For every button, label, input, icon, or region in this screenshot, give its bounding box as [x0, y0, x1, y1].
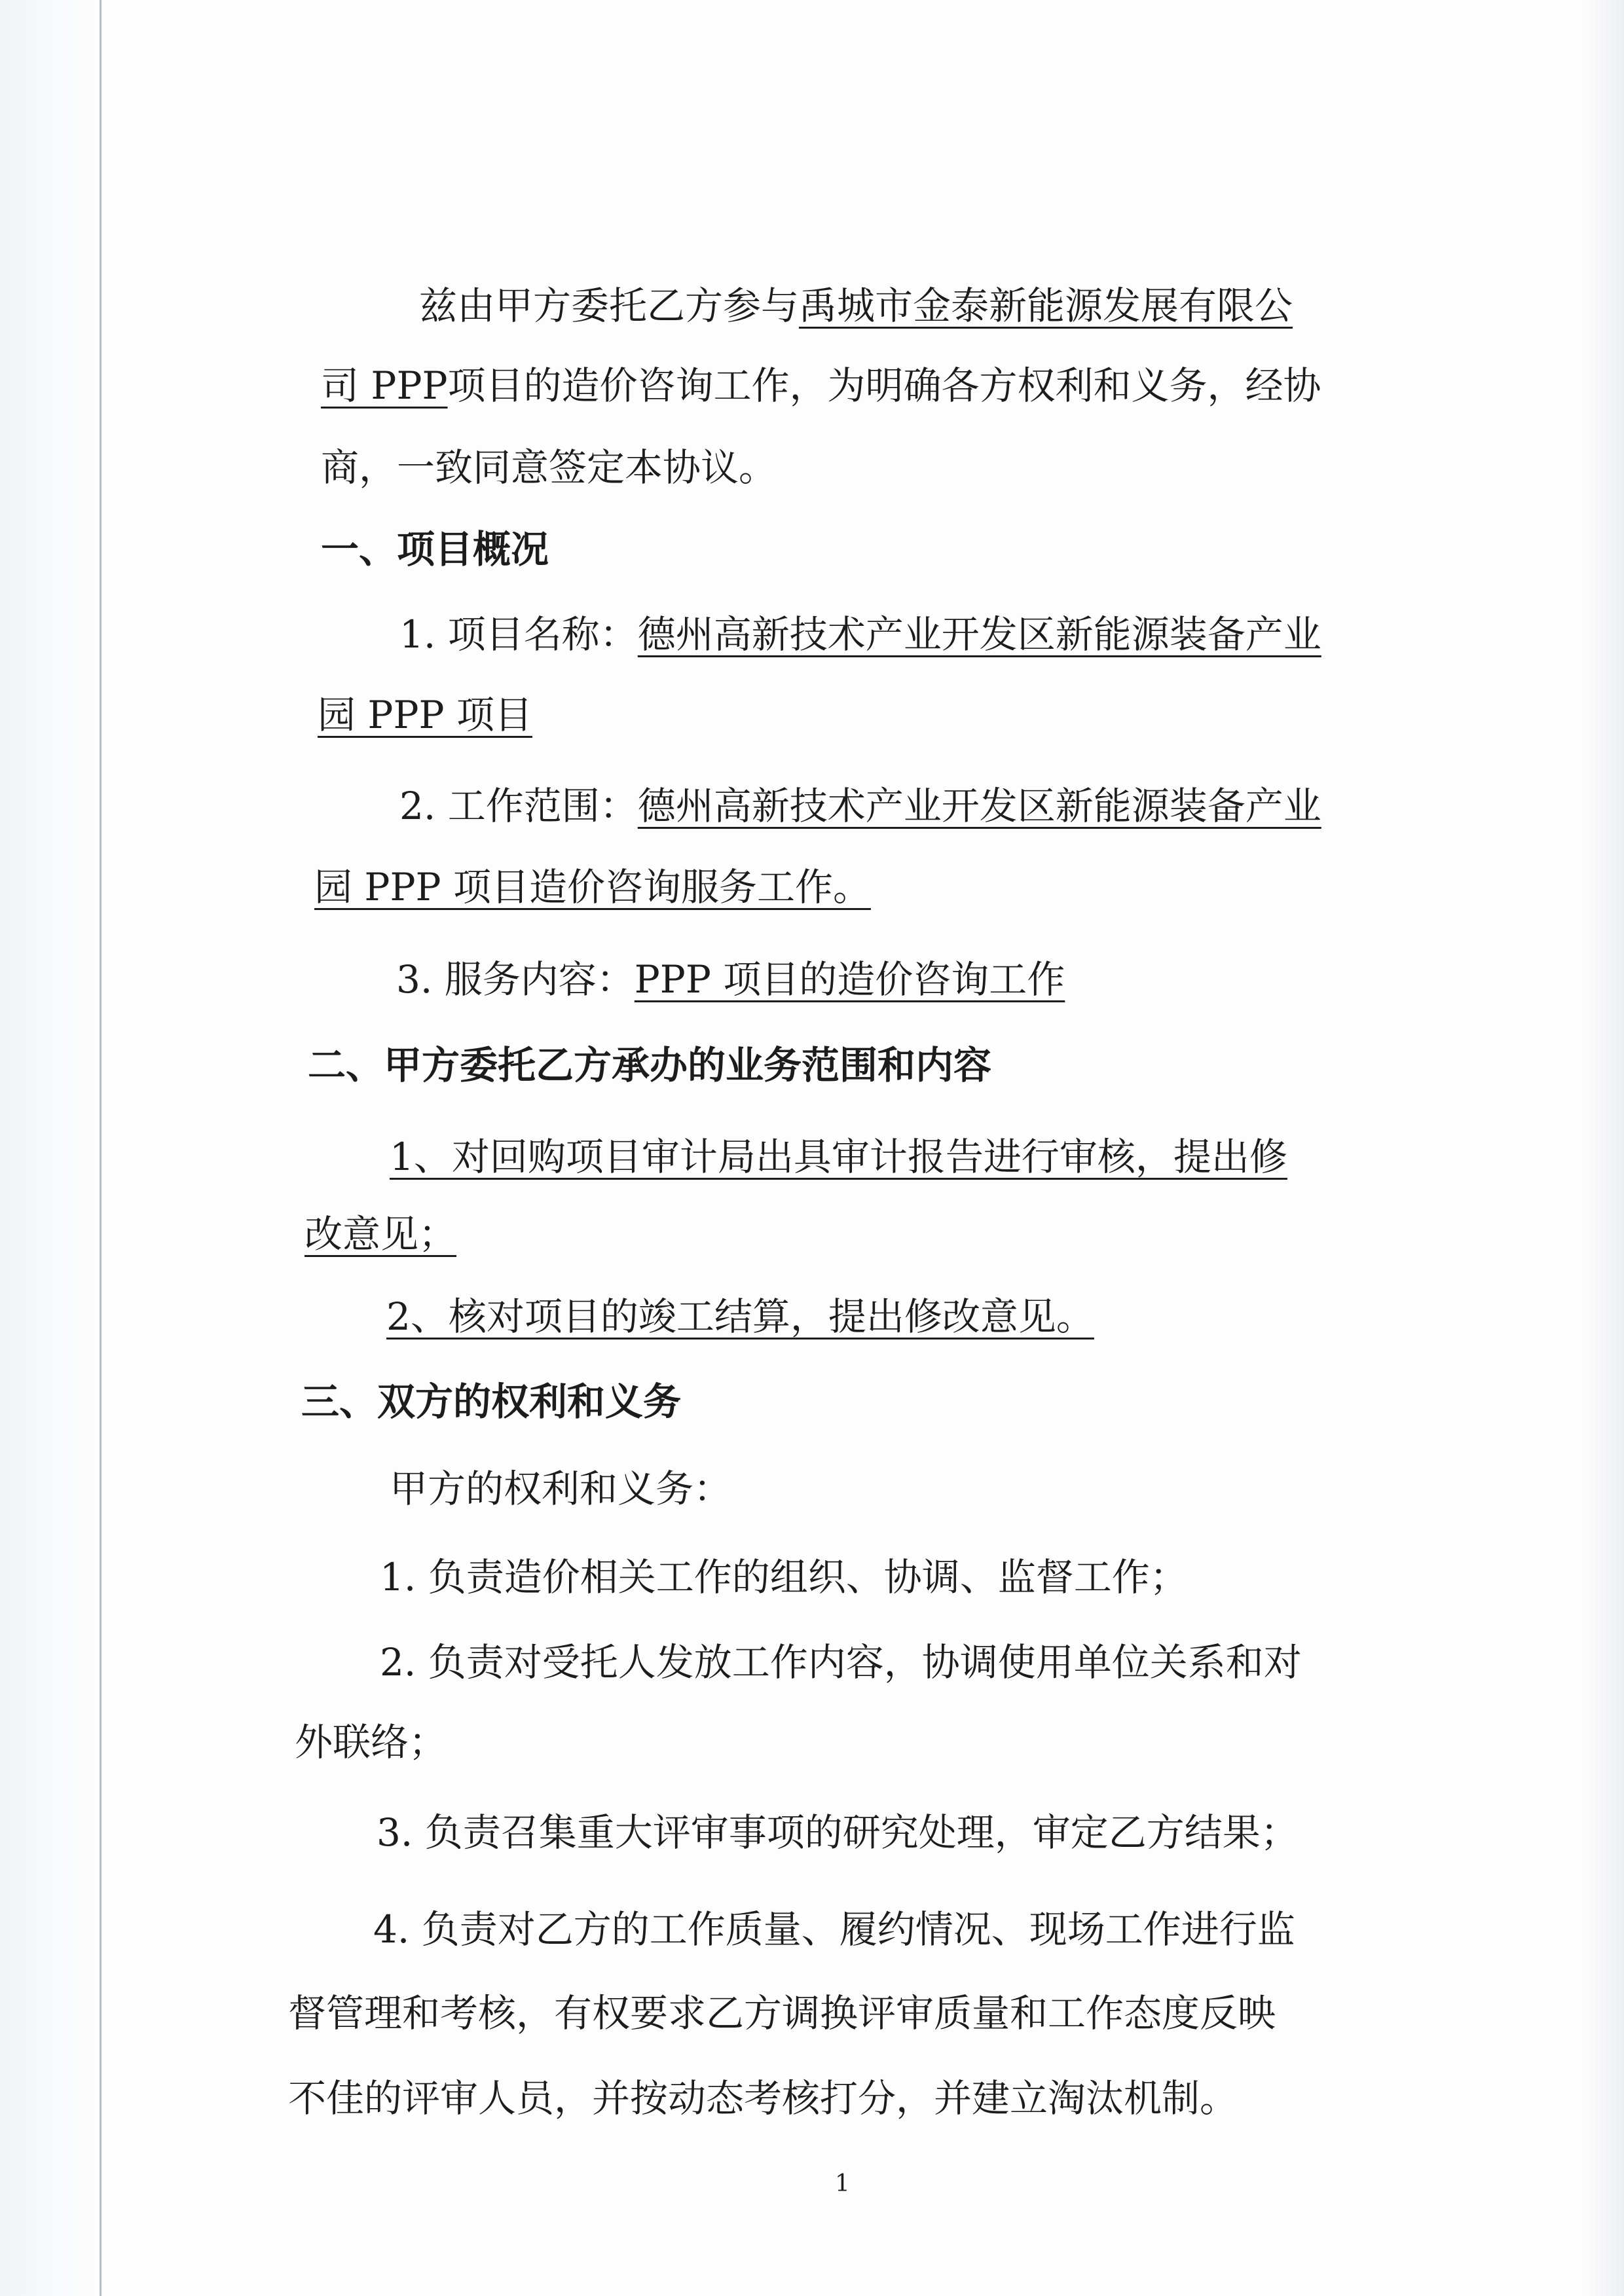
project-company-name-cont: 司 PPP: [321, 363, 448, 408]
subheading-text: 甲方的权利和义务：: [390, 1467, 732, 1511]
paper-right-shadow: [1585, 0, 1624, 2296]
work-scope-value: 德州高新技术产业开发区新能源装备产业: [637, 784, 1321, 828]
item-label: 1. 项目名称：: [399, 612, 638, 657]
business-item-1: 1、对回购项目审计局出具审计报告进行审核，提出修: [390, 1135, 1287, 1179]
obligation-item-4-cont: 不佳的评审人员，并按动态考核打分，并建立淘汰机制。: [288, 2076, 1238, 2121]
section-1-item-1: [399, 612, 1321, 657]
item-label: 3. 服务内容：: [396, 957, 635, 1002]
section-1-item-2: [399, 784, 1321, 828]
section-3-subheading: [390, 1467, 732, 1511]
obligation-item-1: 1. 负责造价相关工作的组织、协调、监督工作；: [380, 1555, 1188, 1599]
section-1-item-1-cont: [318, 693, 532, 737]
project-company-name: 禹城市金泰新能源发展有限公: [799, 283, 1293, 328]
paper-left-shadow: [0, 0, 98, 2296]
obligation-item-2-cont: 外联络；: [295, 1720, 447, 1764]
section-3-item-2-cont: [295, 1720, 447, 1764]
intro-text: 项目的造价咨询工作，为明确各方权利和义务，经协: [447, 363, 1321, 408]
service-content-value: PPP 项目的造价咨询工作: [634, 957, 1065, 1002]
section-3-item-4-cont-2: [288, 2076, 1238, 2121]
project-name-value: 德州高新技术产业开发区新能源装备产业: [637, 612, 1321, 657]
project-name-value-cont: 园 PPP 项目: [318, 693, 532, 737]
section-3-item-2: [380, 1640, 1302, 1685]
section-3-item-4: [373, 1907, 1295, 1952]
intro-line-1: [419, 283, 1293, 328]
section-3-item-4-cont-1: [288, 1991, 1276, 2035]
section-heading-text: 一、项目概况: [321, 527, 549, 572]
section-3-item-1: [380, 1555, 1188, 1599]
obligation-item-4-cont: 督管理和考核，有权要求乙方调换评审质量和工作态度反映: [288, 1991, 1276, 2035]
obligation-item-2: 2. 负责对受托人发放工作内容，协调使用单位关系和对: [380, 1640, 1302, 1685]
page-number: 1: [835, 2170, 850, 2197]
business-item-2: 2、核对项目的竣工结算，提出修改意见。: [386, 1294, 1094, 1339]
section-1-item-2-cont: [314, 865, 871, 909]
section-1-item-3: [396, 957, 1065, 1002]
section-3-item-3: [377, 1810, 1299, 1855]
intro-text: 商，一致同意签定本协议。: [321, 445, 777, 490]
intro-line-3: [321, 445, 777, 490]
business-item-1-cont: 改意见；: [304, 1212, 457, 1256]
intro-text: 兹由甲方委托乙方参与: [419, 283, 800, 328]
paper-fold-line: [100, 0, 101, 2296]
section-3-heading: [301, 1379, 682, 1424]
section-2-item-1: [390, 1135, 1287, 1179]
section-2-item-1-cont: [304, 1212, 457, 1256]
section-heading-text: 二、甲方委托乙方承办的业务范围和内容: [308, 1043, 992, 1087]
section-2-heading: [308, 1043, 992, 1087]
work-scope-value-cont: 园 PPP 项目造价咨询服务工作。: [314, 865, 871, 909]
item-label: 2. 工作范围：: [399, 784, 638, 828]
section-heading-text: 三、双方的权利和义务: [301, 1379, 682, 1424]
section-2-item-2: [386, 1294, 1094, 1339]
obligation-item-3: 3. 负责召集重大评审事项的研究处理，审定乙方结果；: [377, 1810, 1299, 1855]
section-1-heading: [321, 527, 549, 572]
intro-line-2: [321, 363, 1321, 408]
obligation-item-4: 4. 负责对乙方的工作质量、履约情况、现场工作进行监: [373, 1907, 1295, 1952]
